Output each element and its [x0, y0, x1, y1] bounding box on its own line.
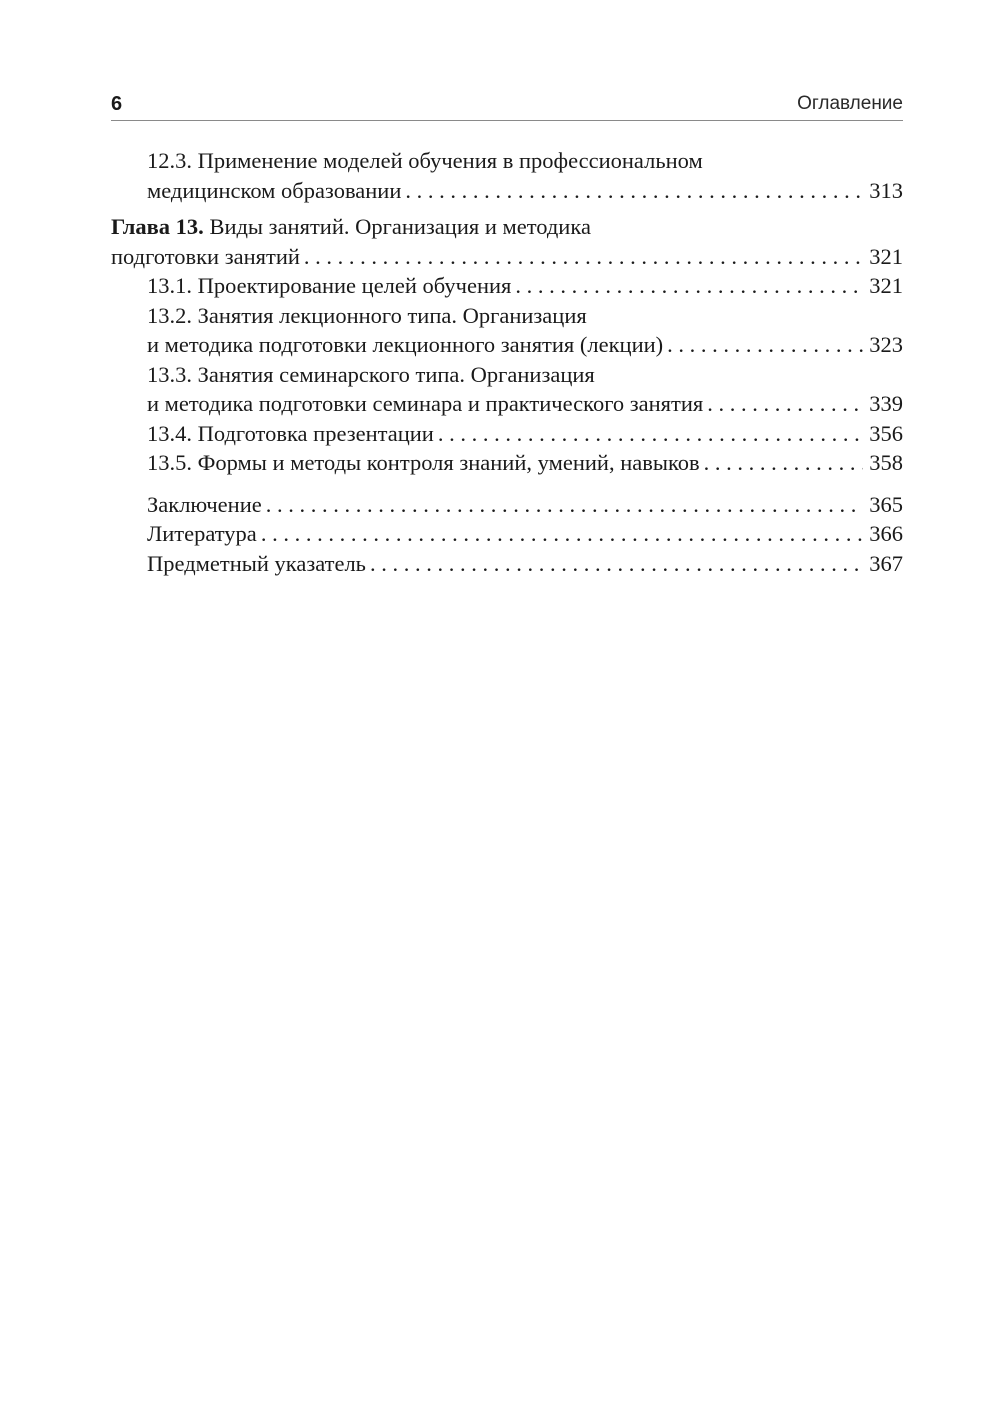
toc-entry-13-1[interactable]	[111, 271, 903, 301]
toc-entry-13-3[interactable]	[111, 360, 903, 419]
page-number: 6	[111, 93, 123, 115]
toc-entry-13-2-line1: 13.2. Занятия лекционного типа. Организация	[147, 302, 587, 328]
toc-entry-13-5-text: 13.5. Формы и методы контроля знаний, умений, навыков	[147, 450, 700, 475]
running-head-title: Оглавление	[797, 93, 903, 114]
dot-leader	[667, 330, 863, 360]
dot-leader	[707, 389, 863, 419]
toc-chapter-13[interactable]	[111, 212, 903, 271]
toc-entry-13-2-line2: и методика подготовки лекционного занятия (лекции)	[147, 332, 664, 357]
toc-entry-13-1-page: 321	[869, 273, 903, 298]
toc-entry-13-3-page: 339	[869, 391, 903, 416]
dot-leader	[266, 490, 864, 520]
toc-entry-13-4-text: 13.4. Подготовка презентации	[147, 420, 434, 446]
chapter-13-page: 321	[869, 243, 903, 269]
dot-leader	[405, 176, 863, 206]
toc-subject-index-page: 367	[869, 550, 903, 576]
toc-entry-13-4[interactable]	[111, 419, 903, 449]
dot-leader	[370, 549, 863, 579]
toc-subject-index[interactable]	[111, 549, 903, 579]
toc-literature-page: 366	[869, 521, 903, 546]
toc-entry-12-3-line1: 12.3. Применение моделей обучения в профессиональном	[147, 148, 703, 173]
toc-entry-13-4-page: 356	[869, 420, 903, 446]
toc-entry-13-3-line1: 13.3. Занятия семинарского типа. Организация	[147, 361, 595, 387]
toc-entry-12-3[interactable]	[111, 146, 903, 205]
toc-entry-13-3-line2: и методика подготовки семинара и практического занятия	[147, 391, 704, 416]
toc-entry-12-3-page: 313	[869, 177, 903, 203]
toc-entry-13-2[interactable]	[111, 301, 903, 360]
toc-literature-text: Литература	[147, 521, 257, 546]
toc-conclusion[interactable]	[111, 490, 903, 520]
dot-leader	[304, 242, 863, 272]
toc-entry-13-5-page: 358	[869, 450, 903, 475]
toc-entry-13-2-page: 323	[869, 332, 903, 357]
toc-subject-index-text: Предметный указатель	[147, 550, 366, 576]
dot-leader	[515, 271, 863, 301]
chapter-13-label: Глава 13.	[111, 214, 204, 239]
running-head	[111, 92, 903, 121]
toc-conclusion-page: 365	[869, 491, 903, 517]
dot-leader	[438, 419, 863, 449]
toc-entry-13-1-text: 13.1. Проектирование целей обучения	[147, 273, 512, 298]
chapter-13-title-line2: подготовки занятий	[111, 243, 300, 269]
toc-conclusion-text: Заключение	[147, 491, 262, 517]
toc-entry-12-3-line2: медицинском образовании	[147, 177, 402, 203]
toc-entry-13-5[interactable]	[111, 448, 903, 478]
toc-literature[interactable]	[111, 519, 903, 549]
dot-leader	[261, 519, 863, 549]
dot-leader	[704, 448, 864, 478]
table-of-contents	[111, 146, 903, 578]
chapter-13-title: Виды занятий. Организация и методика	[203, 214, 591, 239]
